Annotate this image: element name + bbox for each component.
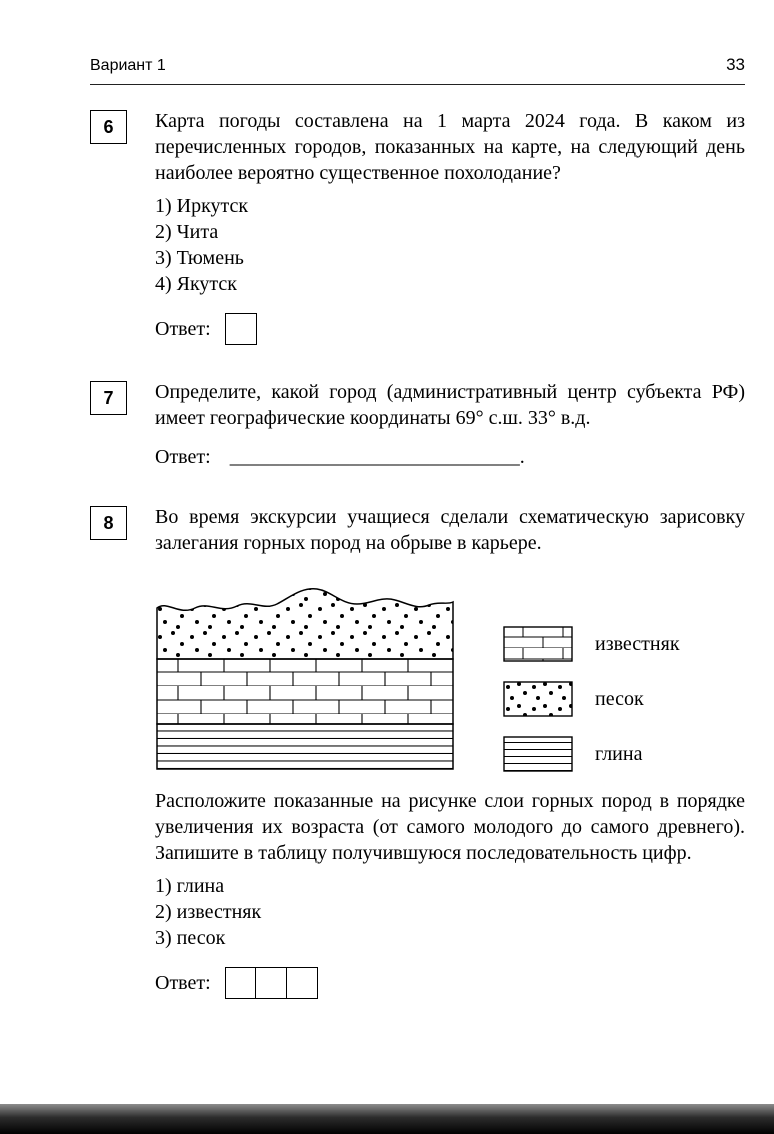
option-item: 1) глина	[155, 875, 225, 897]
option-item: 1) Иркутск	[155, 195, 249, 217]
legend-row-sand	[503, 681, 680, 717]
answer-boxes	[225, 967, 318, 999]
rock-layers-diagram	[155, 574, 455, 774]
question-8-task: Расположите показанные на рисунке слои горных пород в порядке увеличения их возраста (от самого молодого до самого древнего). Запишите в таблицу получившуюся последовательность цифр.	[155, 790, 745, 864]
answer-label: Ответ:	[155, 318, 211, 340]
option-item: 3) Тюмень	[155, 247, 244, 269]
option-item: 2) Чита	[155, 221, 219, 243]
question-6-number-box: 6	[90, 110, 127, 144]
question-7-answer-row	[155, 444, 745, 470]
answer-line-period: .	[519, 446, 525, 468]
question-8-answer-row	[155, 967, 745, 999]
question-6-text: Карта погоды составлена на 1 марта 2024 года. В каком из перечисленных городов, показанных на карте, на следующий день наиболее вероятно существенное похолодание?	[155, 110, 745, 184]
page-content	[90, 55, 745, 999]
rock-layers-figure	[155, 574, 745, 774]
legend-label: известняк	[595, 633, 680, 655]
question-8-number-box: 8	[90, 506, 127, 540]
clay-layer	[157, 724, 453, 769]
page-header	[90, 55, 745, 85]
limestone-swatch	[503, 626, 573, 662]
legend-row-limestone	[503, 626, 680, 662]
question-7-text: Определите, какой город (административный центр субъекта РФ) имеет географические координаты 69° с.ш. 33° в.д.	[155, 381, 745, 429]
question-7	[90, 379, 745, 470]
question-6	[90, 108, 745, 345]
legend-label: песок	[595, 688, 644, 710]
question-7-number-box: 7	[90, 381, 127, 415]
legend-label: глина	[595, 743, 643, 765]
answer-box	[225, 313, 257, 345]
question-8-body	[155, 504, 745, 999]
answer-label: Ответ:	[155, 972, 211, 994]
answer-box	[225, 967, 257, 999]
figure-legend	[503, 626, 680, 772]
sand-layer	[157, 589, 453, 659]
question-8-options	[155, 873, 745, 951]
option-item: 3) песок	[155, 927, 226, 949]
option-item: 4) Якутск	[155, 273, 238, 295]
answer-blank-line: _____________________________	[229, 446, 520, 468]
answer-label: Ответ:	[155, 446, 211, 468]
option-item: 2) известняк	[155, 901, 262, 923]
question-8-intro: Во время экскурсии учащиеся сделали схематическую зарисовку залегания горных пород на обрыве в карьере.	[155, 506, 745, 554]
question-6-answer-row	[155, 313, 745, 345]
page-bottom-scan-edge	[0, 1104, 774, 1134]
question-6-body	[155, 108, 745, 345]
question-6-options	[155, 193, 745, 297]
page-number: 33	[726, 55, 745, 74]
answer-box	[255, 967, 287, 999]
limestone-layer	[157, 659, 453, 724]
variant-label: Вариант 1	[90, 57, 166, 74]
answer-box	[286, 967, 318, 999]
clay-swatch	[503, 736, 573, 772]
question-7-body	[155, 379, 745, 470]
legend-row-clay	[503, 736, 680, 772]
question-8	[90, 504, 745, 999]
sand-swatch	[503, 681, 573, 717]
